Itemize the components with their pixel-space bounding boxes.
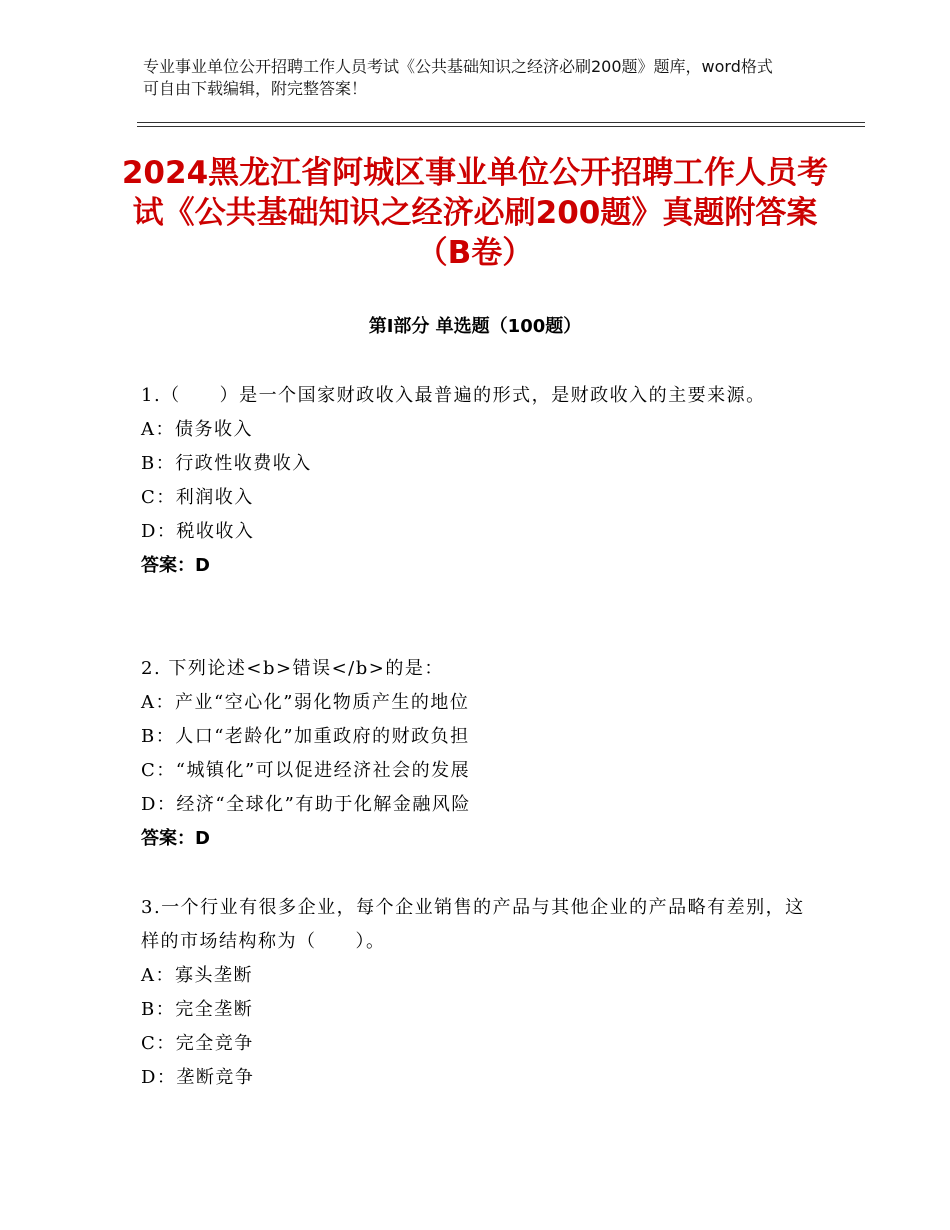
header-rule-thick (137, 122, 865, 123)
option-c: C：完全竞争 (141, 1033, 254, 1054)
answer: 答案：D (141, 555, 210, 576)
option-c: C：利润收入 (141, 487, 254, 508)
option-a: A：寡头垄断 (141, 965, 253, 986)
document-title: 2024黑龙江省阿城区事业单位公开招聘工作人员考试《公共基础知识之经济必刷200题》真题附答案（B卷） (121, 155, 829, 271)
option-b: B：行政性收费收入 (141, 453, 312, 474)
question-2 (141, 652, 811, 856)
option-b: B：人口“老龄化”加重政府的财政负担 (141, 726, 470, 747)
question-3 (141, 891, 811, 1095)
option-b: B：完全垄断 (141, 999, 254, 1020)
header-note: 专业事业单位公开招聘工作人员考试《公共基础知识之经济必刷200题》题库，word格式可自由下载编辑，附完整答案！ (143, 57, 773, 98)
question-1 (141, 379, 811, 583)
option-d: D：税收收入 (141, 521, 255, 542)
answer: 答案：D (141, 828, 210, 849)
option-c: C：“城镇化”可以促进经济社会的发展 (141, 760, 471, 781)
question-stem: 2. 下列论述<b>错误</b>的是： (141, 658, 444, 679)
option-d: D：经济“全球化”有助于化解金融风险 (141, 794, 471, 815)
question-stem: 1.（ ）是一个国家财政收入最普遍的形式，是财政收入的主要来源。 (141, 385, 766, 406)
option-d: D：垄断竞争 (141, 1067, 255, 1088)
option-a: A：债务收入 (141, 419, 253, 440)
question-stem: 3.一个行业有很多企业，每个企业销售的产品与其他企业的产品略有差别，这样的市场结构称为（ ）。 (141, 897, 805, 952)
section-heading: 第Ⅰ部分 单选题（100题） (368, 316, 582, 337)
option-a: A：产业“空心化”弱化物质产生的地位 (141, 692, 470, 713)
header-rule-thin (137, 126, 865, 127)
